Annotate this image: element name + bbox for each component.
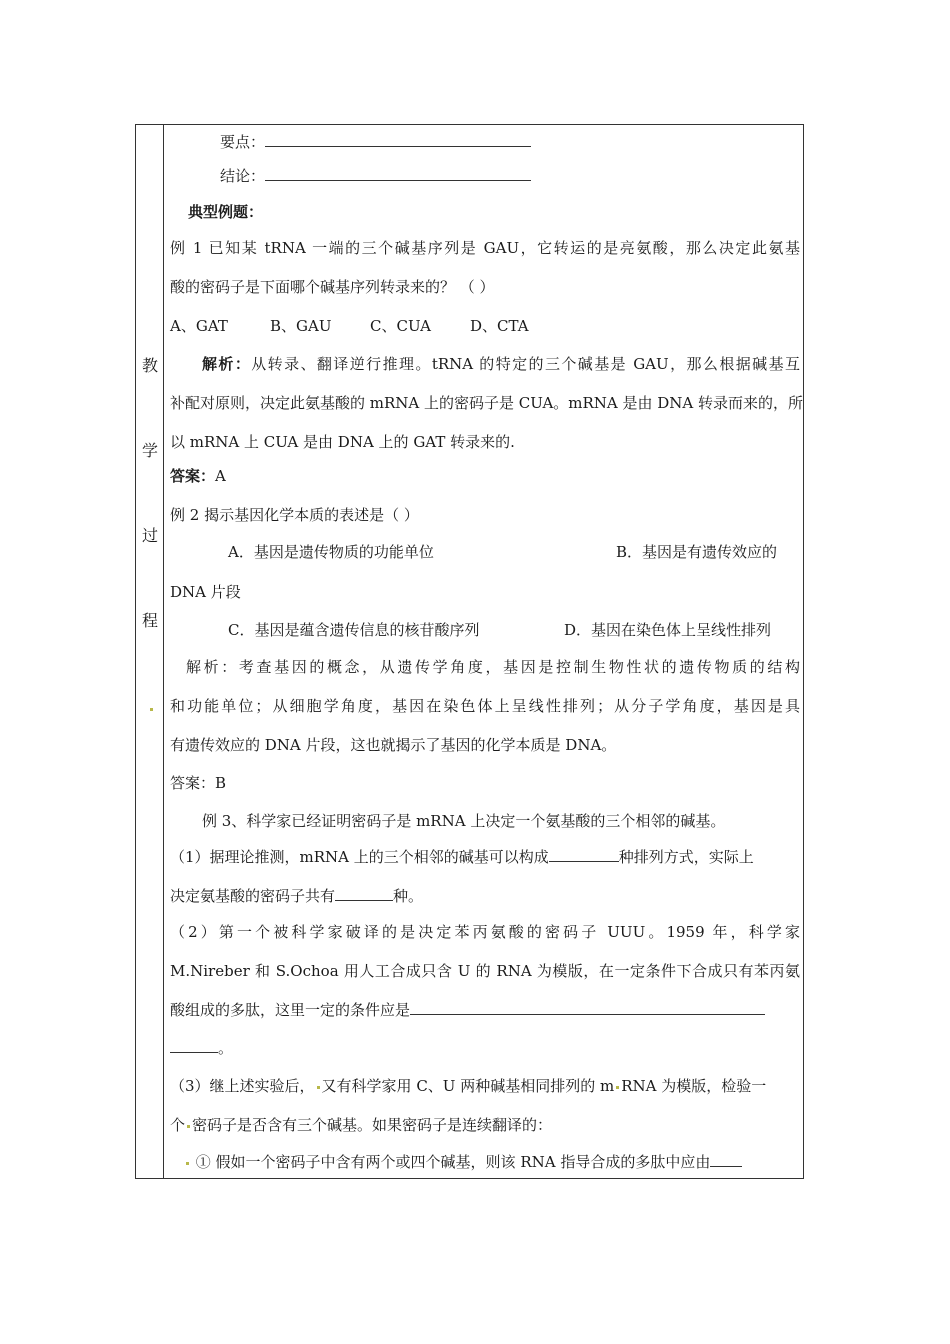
mark-dot (187, 1125, 190, 1128)
ex3-part2-blank2 (170, 1052, 218, 1053)
ex3-part4-line1 (184, 1151, 800, 1172)
ex3-part4-text: ① 假如一个密码子中含有两个或四个碱基，则该 RNA 指导合成的多肽中应由 (195, 1153, 711, 1171)
ex1-question-line1: 例 1 已知某 tRNA 一端的三个碱基序列是 GAU，它转运的是亮氨酸，那么决定此氨基 (170, 239, 800, 257)
ex3-part1-line2 (170, 885, 423, 906)
ex3-part1-blank2 (335, 900, 393, 901)
ex1-option-b: B、GAU (270, 317, 332, 335)
ex1-analysis-label: 解析： (202, 355, 252, 373)
ex3-part3-text-a2: 又有科学家用 C、U 两种碱基相同排列的 m (321, 1077, 615, 1095)
ex2-analysis-line3: 有遗传效应的 DNA 片段，这也就揭示了基因的化学本质是 DNA。 (170, 736, 617, 754)
ex3-part2-line1: （2）第一个被科学家破译的是决定苯丙氨酸的密码子 UUU。1959 年，科学家 (170, 923, 800, 941)
side-label-1: 教 (141, 356, 158, 375)
ex3-part3-text-a3: RNA 为模版，检验一 (621, 1077, 767, 1095)
side-label-3: 过 (141, 526, 158, 545)
ex2-option-c: C．基因是蕴含遗传信息的核苷酸序列 (228, 621, 480, 639)
ex3-part3-text-b2: 密码子是否含有三个碱基。如果密码子是连续翻译的： (192, 1116, 553, 1134)
ex2-answer: 答案：B (170, 774, 227, 792)
ex3-part1-text-b: 种排列方式，实际上 (618, 848, 754, 866)
conclusion-row (220, 165, 531, 186)
ex2-option-d: D．基因在染色体上呈线性排列 (564, 621, 772, 639)
ex3-part4-blank (710, 1166, 742, 1167)
ex2-option-a: A．基因是遗传物质的功能单位 (228, 543, 434, 561)
points-row (220, 131, 531, 152)
side-column (136, 125, 164, 1178)
ex2-analysis-line2: 和功能单位；从细胞学角度，基因在染色体上呈线性排列；从分子学角度，基因是具 (170, 697, 800, 715)
ex2-question: 例 2 揭示基因化学本质的表述是（ ） (170, 506, 419, 524)
ex3-part1-line1 (170, 846, 800, 867)
side-label-4: 程 (141, 611, 158, 630)
lesson-table (135, 124, 804, 1179)
ex3-part2-text-c: 酸组成的多肽，这里一定的条件应是 (170, 1001, 411, 1019)
mark-dot (616, 1086, 619, 1089)
ex3-intro: 例 3、科学家已经证明密码子是 mRNA 上决定一个氨基酸的三个相邻的碱基。 (202, 812, 726, 830)
ex3-part2-text-d: 。 (218, 1039, 234, 1057)
ex3-part1-text-c: 决定氨基酸的密码子共有 (170, 887, 336, 905)
conclusion-blank (265, 180, 531, 181)
ex1-answer-row (170, 465, 226, 486)
ex3-part1-text-d: 种。 (393, 887, 424, 905)
ex1-question-line2: 酸的密码子是下面哪个碱基序列转录来的？ （ ） (170, 278, 495, 296)
ex3-part1-blank1 (549, 861, 619, 862)
ex1-analysis-line1 (202, 353, 800, 374)
ex1-answer-label: 答案： (170, 467, 216, 485)
conclusion-label: 结论： (220, 167, 266, 185)
ex3-part3-line1 (170, 1075, 800, 1096)
ex3-part2-line2: M.Nireber 和 S.Ochoa 用人工合成只含 U 的 RNA 为模版，在一定条件下合成只有苯丙氨 (170, 962, 800, 980)
ex3-part3-line2 (170, 1114, 552, 1135)
mark-dot (150, 708, 153, 711)
ex1-option-c: C、CUA (370, 317, 431, 335)
ex3-part2-line3 (170, 999, 800, 1020)
ex3-part2-line4 (170, 1037, 233, 1058)
ex2-option-b: B．基因是有遗传效应的 (616, 543, 778, 561)
typical-heading: 典型例题： (188, 203, 264, 221)
mark-dot (317, 1086, 320, 1089)
points-blank (265, 146, 531, 147)
ex3-part3-text-b1: 个 (170, 1116, 186, 1134)
ex1-answer-value: A (215, 467, 226, 485)
ex2-analysis-line1: 解析：考查基因的概念，从遗传学角度，基因是控制生物性状的遗传物质的结构 (186, 658, 800, 676)
ex3-part2-blank1 (410, 1014, 765, 1015)
ex3-part1-text-a: （1）据理论推测，mRNA 上的三个相邻的碱基可以构成 (170, 848, 549, 866)
ex2-option-b-cont: DNA 片段 (170, 583, 241, 601)
ex1-option-d: D、CTA (470, 317, 529, 335)
points-label: 要点： (220, 133, 266, 151)
mark-dot (186, 1162, 189, 1165)
ex1-analysis-line3: 以 mRNA 上 CUA 是由 DNA 上的 GAT 转录来的. (170, 433, 515, 451)
ex1-analysis-text1: 从转录、翻译逆行推理。tRNA 的特定的三个碱基是 GAU，那么根据碱基互 (251, 355, 800, 373)
side-label-2: 学 (141, 441, 158, 460)
ex3-part3-text-a1: （3）继上述实验后， (170, 1077, 315, 1095)
ex1-analysis-line2: 补配对原则，决定此氨基酸的 mRNA 上的密码子是 CUA。mRNA 是由 DNA 转录而来的，所 (170, 394, 804, 412)
ex1-option-a: A、GAT (170, 317, 228, 335)
